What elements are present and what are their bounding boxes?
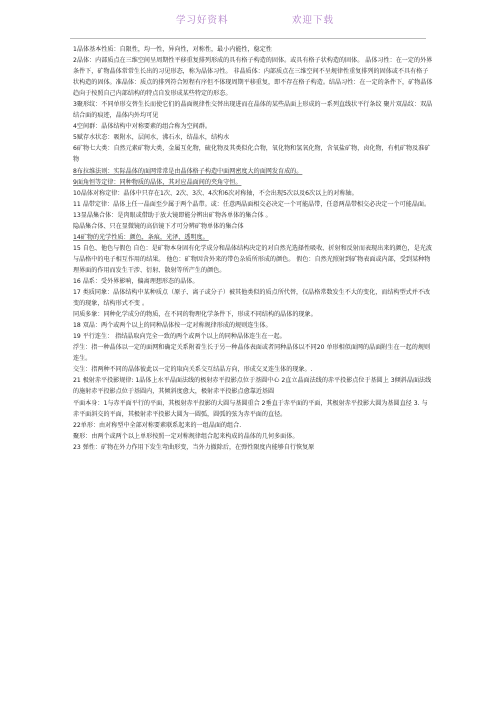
paragraph: 22单形：由对称型中全部对称要素联系起来的一组晶面的组合. [73, 421, 242, 429]
header-right-text: 欢迎下载 [292, 15, 335, 26]
paragraph: 5赋存水状态：吸附水，层间水，沸石水，结晶水，结构水 [73, 134, 230, 142]
paragraph: 18 双晶：两个或两个以上的同种晶体按一定对称规律形成的规则连生体。 [73, 322, 272, 330]
header-divider [70, 38, 426, 39]
paragraph: 23 弹性：矿物在外力作用下发生弯曲形变，当外力撤除后，在弹性限度内能够自行恢复原 [73, 443, 315, 451]
paragraph: 17 类质同象：晶体结构中某种质点（原子、离子或分子）被其他类似的质点所代替，仅晶格常数发生不大的变化，而结构型式并不改变的现象，结构形式不变 。 [73, 289, 431, 308]
page-header [0, 12, 496, 34]
header-left-text: 学习好资料 [176, 15, 229, 26]
paragraph: 9面角恒等定律：同种物质的晶体，其对应晶面间的夹角守恒。 [73, 178, 242, 186]
paragraph: 10晶体对称定律：晶体中只存在1次、2次、3次、4次和6次对称轴，不会出现5次以及6次以上的对称轴。 [73, 189, 358, 197]
paragraph: 隐晶集合体、只在显微镜的高倍镜下才可分辨矿物单体的集合体 [73, 222, 244, 230]
paragraph: 4空间群：晶体结构中对称要素的组合称为空间群。 [73, 123, 211, 131]
paragraph: 3聚形纹：不同单形交替生长而使它们的晶面规律性交替出现进而在晶体的某些晶面上形成的一系列直线状平行条纹 聚片双晶纹：双晶结合面的痕迹，晶体内外均可见 [73, 101, 433, 120]
paragraph: 浮生：指一种晶体以一定的面网和确定关系附着生长于另一种晶体表面或者同种晶体以不同20 单形相似面网的晶面附生在一起的规则连生。 [73, 344, 431, 363]
paragraph: 交生：指两种不同的晶体彼此以一定的取向关系交互结晶方向，形成交叉连生体的现象。. [73, 366, 313, 374]
paragraph: 16 晶系：受外界影响，偏离理想形态的晶体。 [73, 277, 199, 285]
paragraph: 15 自色、他色与假色 自色：是矿物本身固有化学成分和晶体结构决定的对自然光选择性吸收、折射和反射而表现出来的颜色，是光波与晶格中的电子相互作用的结果。 他色：矿物因含外来的带色杂质所形成的颜色。 假色：自然光照射到矿物表面或内部，受到某种物理界面的作用而发生干涉、衍射、散射等所产生的颜色。 [73, 244, 432, 274]
paragraph: 21 极射赤平投影规律: 1晶体上水平晶面法线的极射赤平投影点位于基圆中心 2直立晶面法线的赤平投影点位于基圆上 3倾斜晶面法线的施射赤平投影点位于基圆内，其倾斜度愈大，极射赤平投影点愈靠近基圆 [73, 377, 432, 396]
paragraph: 同质多象：同种化学成分的物质，在不同的物理化学条件下，形成不同结构的晶体的现象。 [73, 311, 317, 319]
paragraph: 平面本身：1与赤平面平行的平面，其极射赤平投影的大圆与基圆重合 2垂直于赤平面的平面，其极射赤平投影大圆为基圆直径 3. 与赤平面斜交的平面，其极射赤平投影大圆为一圆弧，圆弧的弦为赤平面的直径。 [73, 399, 428, 418]
paragraph: 2晶体：内部质点在三维空间呈周期性平移重复排列形成的具有格子构造的固体。或具有格子状构造的固体。 晶体习性：在一定的外界条件下，矿物晶体常常生长出的习见形态，称为晶体习性。 非晶质体：内部质点在三维空间不呈规律性重复排列的固体或不具有格子状构造的固体。准晶体：质点的排列符合短程有序但不体现周期平移重复，即不存在格子构造。结晶习性：在一定的条件下，矿物晶体趋向于按照自己内部结构的特点自发形成某些特定的形态。 [73, 57, 433, 98]
paragraph: 14矿物的光学性质：颜色，条痕，光泽，透明度。 [73, 233, 209, 241]
paragraph: 6矿物七大类：自然元素矿物大类，金属互化物，硫化物及其类似化合物，氧化物和氢氧化物，含氧盐矿物，卤化物，有机矿物及准矿物 [73, 145, 431, 164]
paragraph: 19 平行连生： 指结晶取向完全一致的两个或两个以上的同种晶体连生在一起。 [73, 333, 286, 341]
document-body [73, 44, 433, 453]
paragraph: 13显晶集合体：是肉眼或借助于放大镜即能分辨出矿物各单体的集合体 。 [73, 211, 272, 219]
paragraph: 聚形：由两个或两个以上单形按照一定对称规律组合起来构成的晶体的几何多面体。 [73, 432, 299, 440]
paragraph: 11 晶带定律：晶体上任一晶面至少属于两个晶带。或：任意两晶面相交必决定一个可能晶带，任意两晶带相交必决定一个可能晶面。 [73, 200, 431, 208]
paragraph: 1晶体基本性质：自限性，均一性，异向性，对称性，最小内能性，稳定性 [73, 46, 272, 53]
paragraph: 8布拉维法则：实际晶体的面网常常是由晶体格子构造中面网密度大的面网发育成的。 [73, 167, 303, 175]
